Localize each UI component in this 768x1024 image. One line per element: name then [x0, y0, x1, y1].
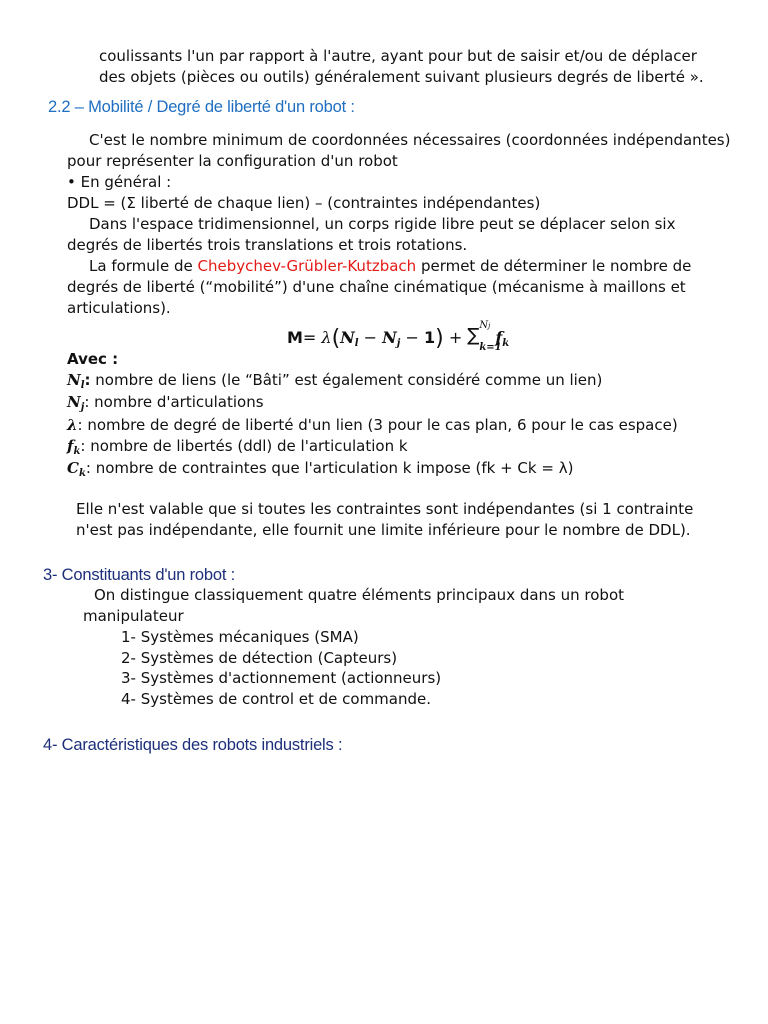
def-nj-symbol: N — [67, 393, 81, 411]
definition-line-2: pour représenter la configuration d'un robot — [67, 152, 398, 170]
intro-line-1: coulissants l'un par rapport à l'autre, ayant pour but de saisir et/ou de déplacer — [99, 47, 697, 65]
sum-upper-sub: j — [488, 322, 491, 330]
avec-label: Avec : — [67, 350, 119, 368]
formula-one: 1 — [424, 328, 436, 347]
formula-sub-j: j — [396, 338, 401, 349]
section-4-heading: 4- Caractéristiques des robots industriels : — [43, 736, 343, 754]
def-ck-text: nombre de contraintes que l'articulation k impose (fk + Ck = λ) — [90, 459, 574, 477]
formula-f: f — [495, 328, 503, 347]
def-nj-colon: : — [84, 393, 90, 411]
formula-minus-1: − — [358, 328, 383, 347]
def-ck-symbol: C — [67, 459, 79, 477]
def-ck-colon: : — [85, 459, 91, 477]
list-item: 4- Systèmes de control et de commande. — [121, 690, 432, 708]
def-ck-sub: k — [78, 468, 86, 479]
mobility-formula — [287, 320, 510, 355]
def-nj-text: nombre d'articulations — [89, 393, 264, 411]
def-lambda-text: nombre de degré de liberté d'un lien (3 pour le cas plan, 6 pour le cas espace) — [82, 416, 678, 434]
formula-f-sub: k — [502, 338, 510, 349]
def-fk-text: nombre de libertés (ddl) de l'articulation k — [85, 437, 408, 455]
list-item: 1- Systèmes mécaniques (SMA) — [121, 628, 359, 646]
formula-lambda: λ — [321, 328, 332, 347]
validity-note-line-2: n'est pas indépendante, elle fournit une limite inférieure pour le nombre de DDL). — [76, 521, 691, 539]
def-nj-sub: j — [80, 402, 85, 413]
def-fk-colon: : — [80, 437, 86, 455]
formula-paren-close: ) — [435, 326, 444, 351]
def-nl-sub: l — [80, 380, 85, 391]
formula-intro-line-3: articulations). — [67, 299, 171, 317]
def-lambda — [67, 415, 678, 435]
bullet-general: • En général : — [67, 173, 172, 191]
formula-minus-2: − — [400, 328, 424, 347]
space-line-1: Dans l'espace tridimensionnel, un corps rigide libre peut se déplacer selon six — [89, 215, 676, 233]
list-item: 3- Systèmes d'actionnement (actionneurs) — [121, 669, 442, 687]
def-fk-symbol: f — [67, 437, 74, 455]
section-3-intro-line-1: On distingue classiquement quatre éléments principaux dans un robot — [94, 586, 625, 604]
formula-intro-pre: La formule de — [89, 257, 198, 275]
sum-lower-limit: k=1 — [479, 342, 502, 353]
sum-sigma: ∑ — [467, 325, 480, 346]
formula-sub-l: l — [354, 338, 359, 349]
validity-note-line-1: Elle n'est valable que si toutes les contraintes sont indépendantes (si 1 contrainte — [76, 500, 694, 518]
definition-line-1: C'est le nombre minimum de coordonnées nécessaires (coordonnées indépendantes) — [89, 131, 731, 149]
def-ck — [67, 458, 573, 484]
formula-plus: + — [443, 328, 468, 347]
list-item: 2- Systèmes de détection (Capteurs) — [121, 649, 398, 667]
formula-paren-open: ( — [331, 326, 341, 351]
ddl-equation: DDL = (Σ liberté de chaque lien) – (contraintes indépendantes) — [67, 194, 541, 212]
section-3-intro-line-2: manipulateur — [83, 607, 184, 625]
formula-name-highlight: Chebychev-Grübler-Kutzbach — [197, 257, 417, 275]
sum-upper-limit — [479, 315, 490, 337]
def-fk-sub: k — [73, 446, 81, 457]
formula-intro-post: permet de déterminer le nombre de — [416, 257, 692, 275]
formula-equals: = — [302, 328, 322, 347]
formula-intro-line-1 — [89, 256, 691, 276]
def-lambda-symbol: λ — [67, 416, 78, 434]
formula-n: N — [340, 328, 355, 347]
formula-n-j: N — [382, 328, 397, 347]
sum-upper-n: N — [479, 320, 489, 331]
formula-intro-line-2: degrés de liberté (“mobilité”) d'une chaîne cinématique (mécanisme à maillons et — [67, 278, 686, 296]
section-3-heading: 3- Constituants d'un robot : — [43, 566, 235, 584]
def-nl-symbol: N — [67, 371, 81, 389]
formula-lhs: M — [287, 328, 303, 347]
def-nl-text: nombre de liens (le “Bâti” est également considéré comme un lien) — [90, 371, 603, 389]
intro-line-2: des objets (pièces ou outils) généralement suivant plusieurs degrés de liberté ». — [99, 68, 704, 86]
def-lambda-colon: : — [77, 416, 83, 434]
space-line-2: degrés de libertés trois translations et trois rotations. — [67, 236, 468, 254]
def-nl-colon: : — [84, 371, 91, 389]
formula-sum — [467, 320, 502, 353]
section-2-2-heading: 2.2 – Mobilité / Degré de liberté d'un robot : — [48, 98, 355, 116]
